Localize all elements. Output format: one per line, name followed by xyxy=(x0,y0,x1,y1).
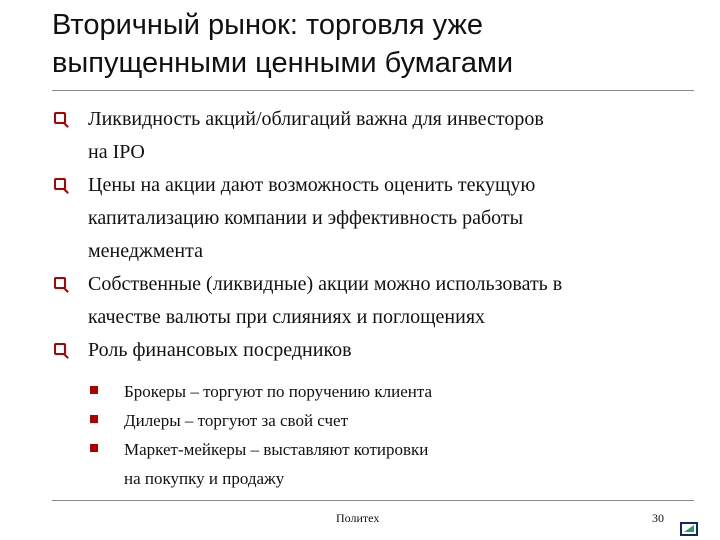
navigation-button[interactable] xyxy=(680,522,698,536)
q-box-bullet-icon xyxy=(54,178,66,190)
q-box-bullet-icon xyxy=(54,343,66,355)
square-bullet-icon xyxy=(90,444,98,452)
title-line-2: выпущенными ценными бумагами xyxy=(52,47,514,79)
square-bullet-icon xyxy=(90,415,98,423)
sub-bullet-item xyxy=(88,435,648,493)
bullet-text-line: менеджмента xyxy=(88,240,203,262)
bullet-item xyxy=(52,268,702,334)
bullet-item xyxy=(52,334,702,367)
sub-bullet-item xyxy=(88,406,648,435)
square-bullet-icon xyxy=(90,386,98,394)
sub-bullet-text-line: на покупку и продажу xyxy=(124,469,285,488)
bullet-text-line: на IPO xyxy=(88,141,145,163)
bullet-item xyxy=(52,169,702,268)
bullet-text-line: Ликвидность акций/облигаций важна для инвесторов xyxy=(88,108,544,130)
title-divider xyxy=(52,90,694,91)
footer-divider xyxy=(52,500,694,501)
bullet-text-line: Роль финансовых посредников xyxy=(88,339,352,361)
sub-bullet-item xyxy=(88,377,648,406)
sub-bullet-text-line: Брокеры – торгуют по поручению клиента xyxy=(124,382,433,401)
title-line-1: Вторичный рынок: торговля уже xyxy=(52,9,483,41)
bullet-text-line: Цены на акции дают возможность оценить текущую xyxy=(88,174,536,196)
bullet-text-line: капитализацию компании и эффективность работы xyxy=(88,207,524,229)
bullet-text-line: качестве валюты при слияниях и поглощениях xyxy=(88,306,486,328)
bullet-text-line: Собственные (ликвидные) акции можно использовать в xyxy=(88,273,563,295)
q-box-bullet-icon xyxy=(54,112,66,124)
q-box-bullet-icon xyxy=(54,277,66,289)
slide-title xyxy=(52,6,702,82)
navigation-arrow-icon xyxy=(682,524,696,534)
footer-text: Политех xyxy=(336,511,380,525)
page-number: 30 xyxy=(652,511,664,525)
bullet-item xyxy=(52,103,702,169)
sub-bullet-list xyxy=(88,377,648,493)
bullet-list xyxy=(52,103,702,367)
sub-bullet-text-line: Маркет-мейкеры – выставляют котировки xyxy=(124,440,429,459)
sub-bullet-text-line: Дилеры – торгуют за свой счет xyxy=(124,411,349,430)
